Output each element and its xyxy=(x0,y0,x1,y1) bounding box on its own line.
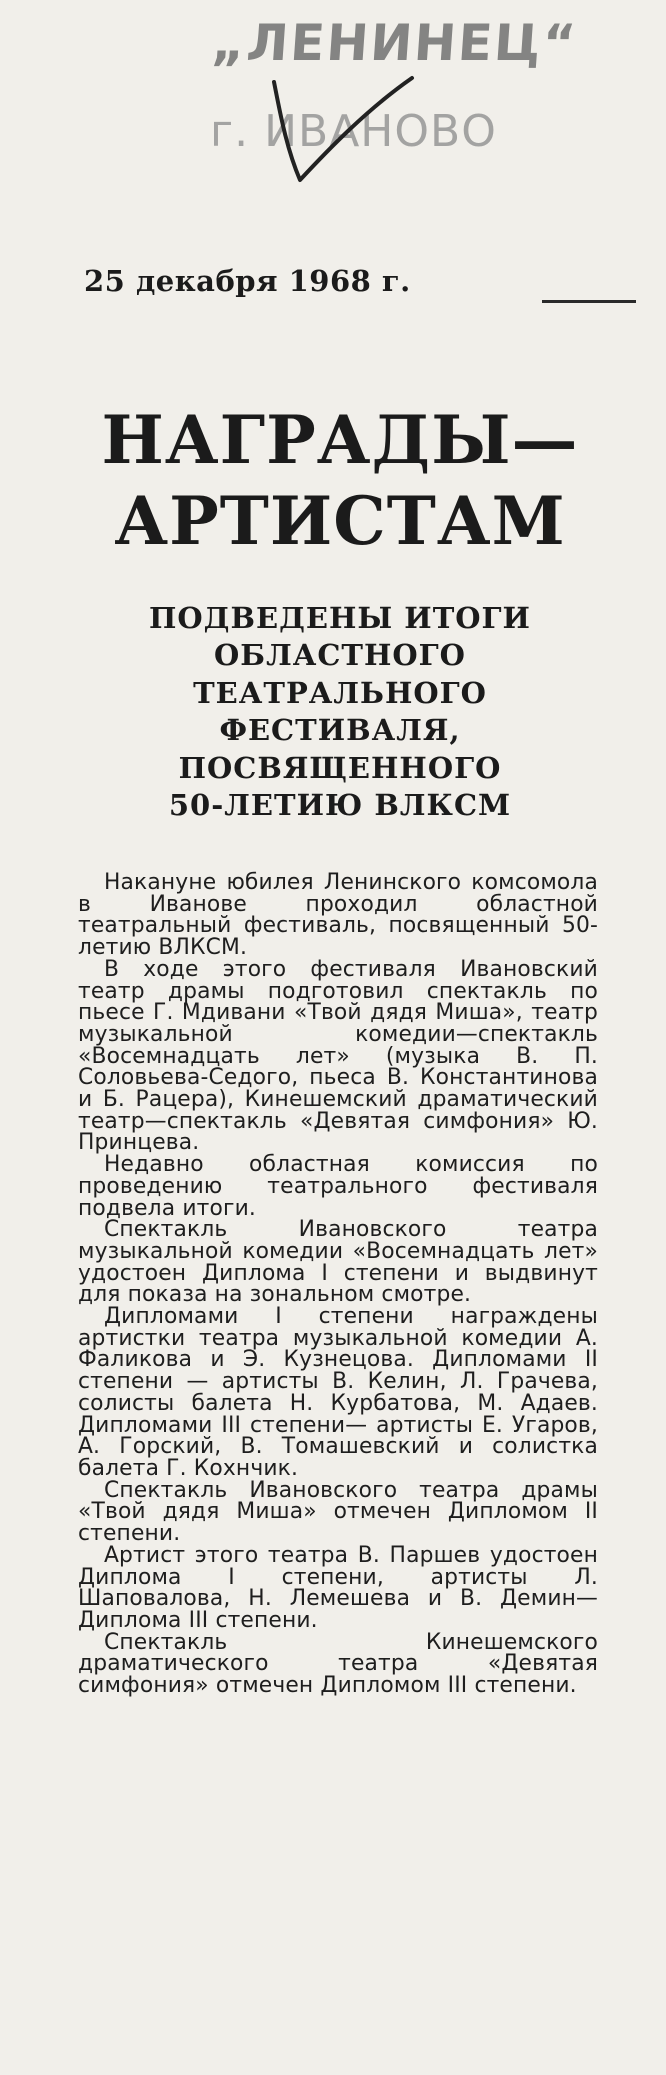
article-body xyxy=(78,872,598,1697)
article-paragraph: Спектакль Ивановского театра драмы «Твой дядя Миша» отмечен Дипломом II степени. xyxy=(78,1477,598,1547)
divider xyxy=(542,300,636,303)
subhead-line: ПОСВЯЩЕННОГО xyxy=(178,750,502,785)
headline-line: АРТИСТАМ xyxy=(114,482,566,561)
article-paragraph: Спектакль Ивановского театра музыкальной комедии «Восемнадцать лет» удостоен Диплома I степени и выдвинут для показа на зональном смотре. xyxy=(78,1217,598,1308)
subheadline xyxy=(60,600,620,824)
subhead-line: 50-ЛЕТИЮ ВЛКСМ xyxy=(168,788,512,823)
subhead-line: ФЕСТИВАЛЯ, xyxy=(219,713,461,748)
subhead-line: ТЕАТРАЛЬНОГО xyxy=(193,675,487,710)
publication-date: 25 декабря 1968 г. xyxy=(84,264,411,298)
subhead-line: ОБЛАСТНОГО xyxy=(214,638,466,673)
article-paragraph: Недавно областная комиссия по проведению театрального фестиваля подвела итоги. xyxy=(78,1152,598,1221)
article-paragraph: Дипломами I степени награждены артистки театра музыкальной комедии А. Фаликова и Э. Кузнецова. Дипломами II степени — артисты В. Келин, Л. Грачева, солисты балета Н. Курбатова, М. Адаев. Дипломами III степени— артисты Е. Угаров, А. Горский, В. Томашевский и солистка балета Г. Кохнчик. xyxy=(78,1304,598,1481)
article-paragraph: Накануне юбилея Ленинского комсомола в Иванове проходил областной театральный фестиваль, посвященный 50-летию ВЛКСМ. xyxy=(78,870,598,961)
stamp-newspaper-name: „ЛЕНИНЕЦ“ xyxy=(209,14,580,72)
article-paragraph: Артист этого театра В. Паршев удостоен Диплома I степени, артисты Л. Шаповалова, Н. Лемешева и В. Демин—Диплома III степени. xyxy=(78,1542,598,1633)
headline xyxy=(50,400,630,562)
stamp-city: г. ИВАНОВО xyxy=(210,106,497,157)
article-paragraph: Спектакль Кинешемского драматического театра «Девятая симфония» отмечен Дипломом III степени. xyxy=(78,1629,598,1699)
checkmark-icon xyxy=(266,72,416,192)
article-paragraph: В ходе этого фестиваля Ивановский театр драмы подготовил спектакль по пьесе Г. Мдивани «Твой дядя Миша», театр музыкальной комедии—спектакль «Восемнадцать лет» (музыка В. П. Соловьева-Седого, пьеса В. Константинова и Б. Рацера), Кинешемский драматический театр—спектакль «Девятая симфония» Ю. Принцева. xyxy=(78,956,598,1156)
subhead-line: ПОДВЕДЕНЫ ИТОГИ xyxy=(149,601,531,635)
newspaper-stamp xyxy=(140,14,580,164)
headline-line: НАГРАДЫ— xyxy=(101,401,579,479)
